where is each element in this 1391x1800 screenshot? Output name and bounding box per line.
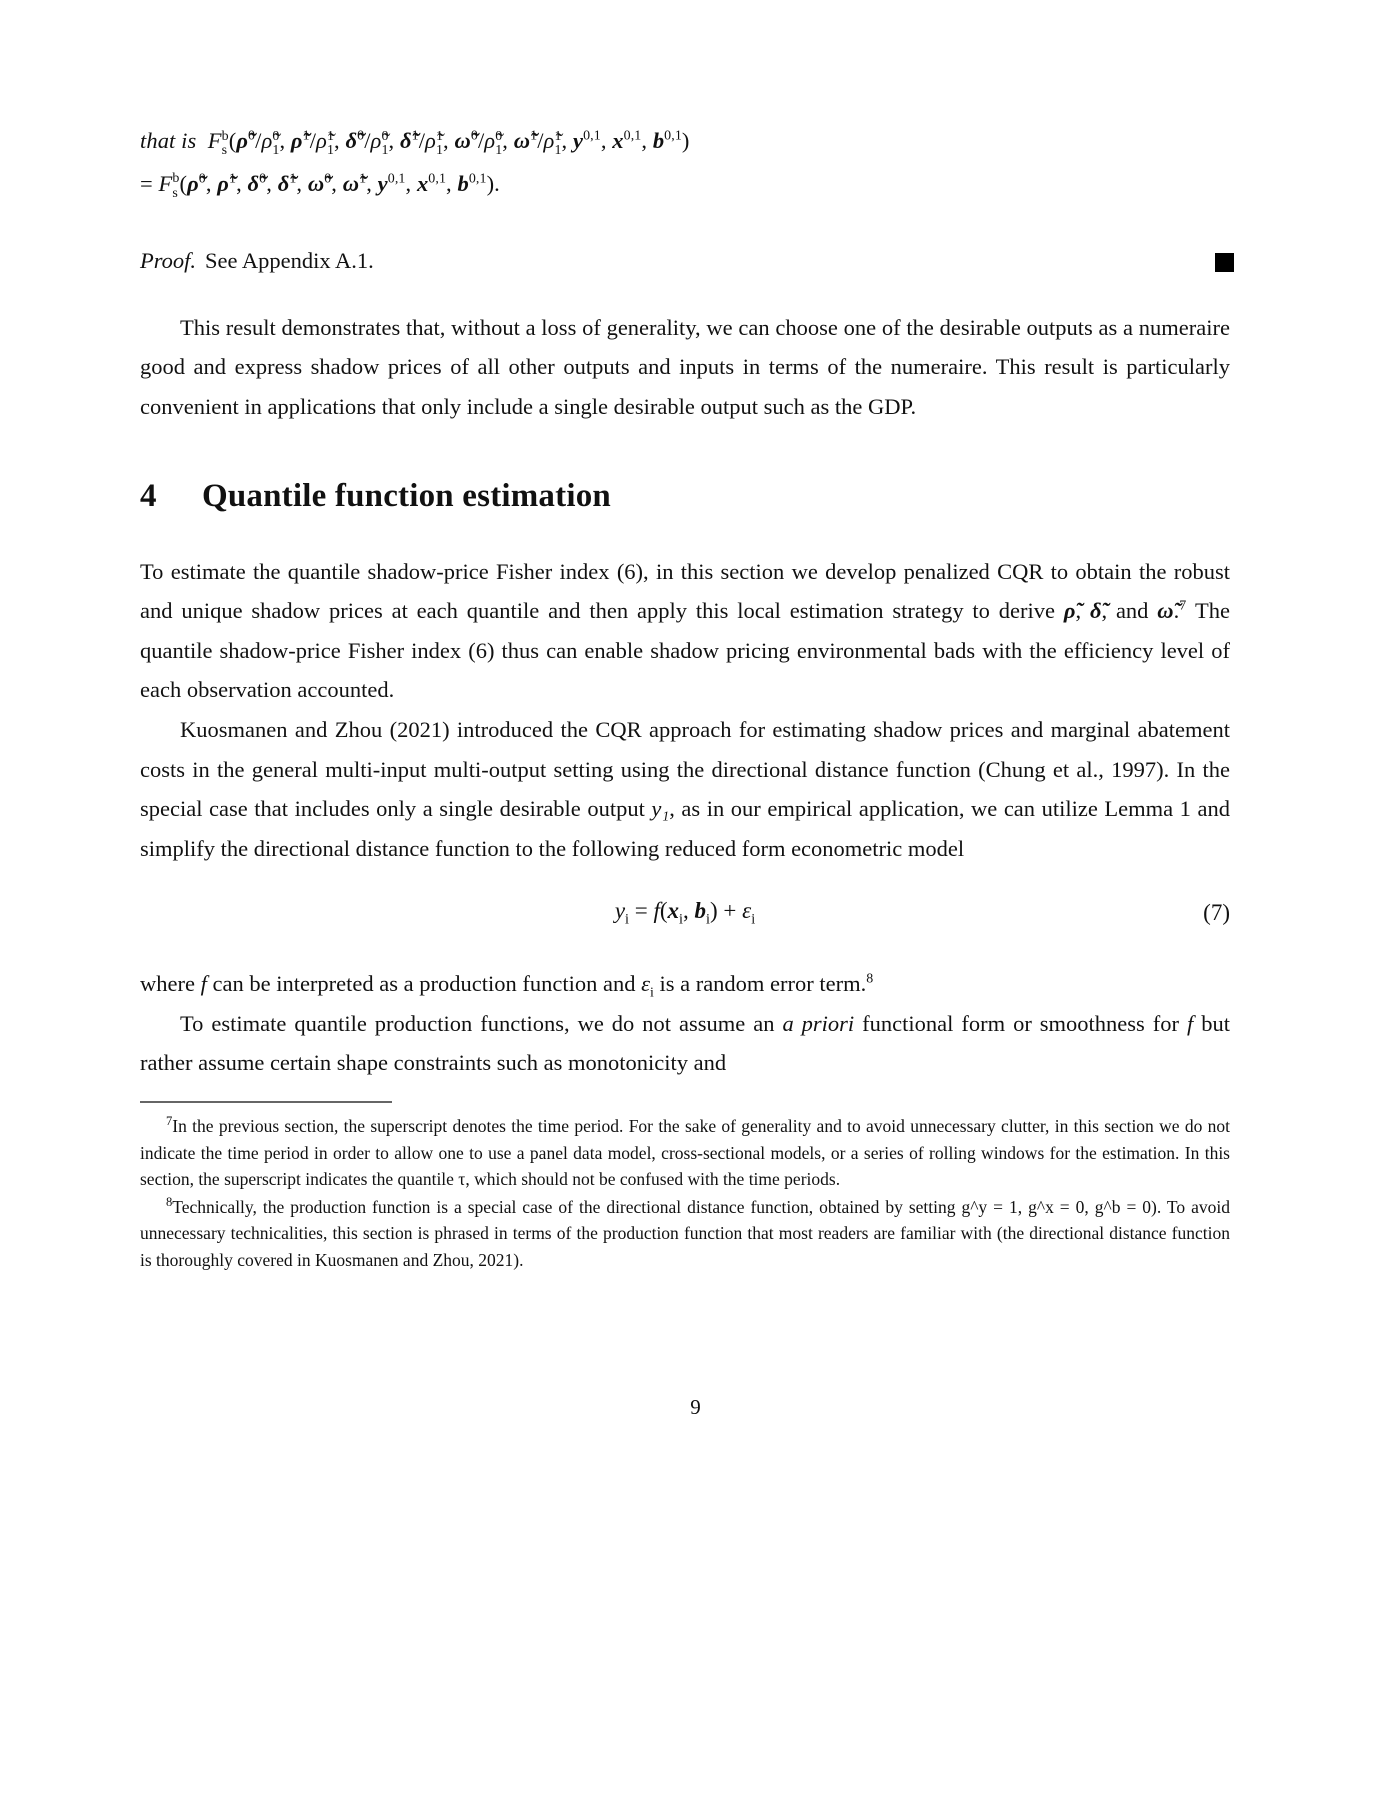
- symbol-y-sub-1: y₁: [651, 796, 670, 822]
- footnote-7-text: In the previous section, the superscript denotes the time period. For the sake of generality and to avoid unnecessary clutter, in this section we do not indicate the time period in order to allow one to use a panel data model, cross-sectional models, or a series of rolling windows for the estimation. In this section, the superscript indicates the quantile τ, which should not be confused with the time periods.: [140, 1116, 1230, 1190]
- equation-7-tag: (7): [1203, 900, 1230, 926]
- proof-line: [140, 248, 1230, 278]
- p5-text-a: To estimate quantile production functions, we do not assume an: [180, 1010, 783, 1036]
- p5-text-b: functional form or smoothness for: [854, 1010, 1187, 1036]
- page-content: [140, 120, 1230, 1274]
- symbol-omega-tilde: ω̃: [1157, 598, 1174, 624]
- paragraph-where-f: [140, 964, 1230, 1004]
- p4-text-b: can be interpreted as a production function and: [206, 971, 642, 997]
- p2-text-a: To estimate the quantile shadow-price Fisher index (6), in this section we develop penalized CQR to obtain the robust and unique shadow prices at each quantile and then apply this local estimation strategy to derive: [140, 558, 1230, 624]
- p2-period: .: [1173, 598, 1180, 624]
- paragraph-to-estimate-index: [140, 552, 1230, 710]
- paragraph-kuosmanen-zhou: [140, 710, 1230, 868]
- p4-text-a: where: [140, 971, 201, 997]
- p2-text-c: The quantile shadow-price Fisher index (6) thus can enable shadow pricing environmental bads with the efficiency level of each observation accounted.: [140, 598, 1231, 703]
- footnote-separator: [140, 1101, 392, 1103]
- lemma-equation-line-2: = F b s (ρ̃$^0$, ρ̃$^1$, δ̃$^0$, δ̃$^1$, ω̃$^0$, ω̃$^1$, $y^{0,1}$, $x^{0,1}$, $b^{0,1}$).: [140, 170, 500, 201]
- that-is-label: that is: [140, 128, 197, 153]
- paragraph-to-estimate-quantile-production: [140, 1004, 1230, 1083]
- display-equation-7: [140, 896, 1230, 938]
- p4-text-c: is a random error term.: [653, 971, 867, 997]
- symbol-rho-tilde: ρ̃: [1063, 598, 1076, 624]
- proof-label: Proof.: [140, 247, 197, 273]
- qed-square-icon: [1215, 253, 1234, 272]
- footnote-8-text: Technically, the production function is a special case of the directional distance function, obtained by setting g^y = 1, g^x = 0, g^b = 0). To avoid unnecessary technicalities, this section is phrased in terms of the production function that most readers are familiar with (the directional distance function is thoroughly covered in Kuosmanen and Zhou, 2021).: [140, 1196, 1230, 1270]
- lemma-equation-line-1: that is F b s (ρ̃$^0$/ρ̃ 0 1 , ρ̃$^1$/ρ̃ 1 1 , δ̃$^0$/ρ̃ 0 1 , δ̃$^1$/ρ̃ 1 1 , ω̃$^0$/ρ̃ 0 1 , ω̃$^1$/ρ̃ 1 1 , $y^{0,1}$, $x^{0,1}$, $b^{0,1}$): [140, 128, 690, 158]
- footnote-ref-7[interactable]: 7: [1179, 598, 1187, 614]
- p5-text-c: but rather assume certain shape constraints such as monotonicity and: [140, 1010, 1230, 1076]
- section-number: 4: [140, 478, 157, 515]
- footnote-7-marker: 7: [166, 1114, 173, 1129]
- symbol-epsilon-i: $\varepsilon_i$: [641, 971, 654, 1001]
- footnote-ref-8[interactable]: 8: [866, 971, 874, 987]
- footnote-7: [140, 1113, 1230, 1193]
- equation-7-body: $y_i = f(x_i$, $b_i) + \varepsilon_i$: [614, 898, 756, 928]
- lemma-equation: [140, 120, 1230, 206]
- p5-italic-a-priori: a priori: [782, 1010, 855, 1036]
- p2-text-b: , and: [1101, 598, 1158, 624]
- footnote-8: [140, 1194, 1230, 1274]
- symbol-f-2: f: [1186, 1010, 1194, 1036]
- page-number: 9: [690, 1395, 701, 1419]
- proof-text: See Appendix A.1.: [205, 247, 374, 273]
- p3-text-b: , as in our empirical application, we can utilize Lemma 1 and simplify the directional distance function to the following reduced form econometric model: [140, 796, 1230, 861]
- section-heading: [140, 476, 1230, 517]
- p2-comma-1: ,: [1075, 598, 1090, 624]
- symbol-f: f: [200, 971, 207, 997]
- paragraph-result-demonstrates: This result demonstrates that, without a loss of generality, we can choose one of the desirable outputs as a numeraire good and express shadow prices of all other outputs and inputs in terms of the numeraire. This result is particularly convenient in applications that only include a single desirable output such as the GDP.: [140, 314, 1230, 419]
- section-title: Quantile function estimation: [202, 478, 611, 515]
- p3-text-a: Kuosmanen and Zhou (2021) introduced the CQR approach for estimating shadow prices and marginal abatement costs in the general multi-input multi-output setting using the directional distance function (Chung et al., 1997). In the special case that includes only a single desirable output: [140, 716, 1230, 822]
- footnote-8-marker: 8: [166, 1194, 173, 1209]
- symbol-delta-tilde: δ̃: [1089, 598, 1102, 624]
- footnotes-block: [140, 1113, 1230, 1273]
